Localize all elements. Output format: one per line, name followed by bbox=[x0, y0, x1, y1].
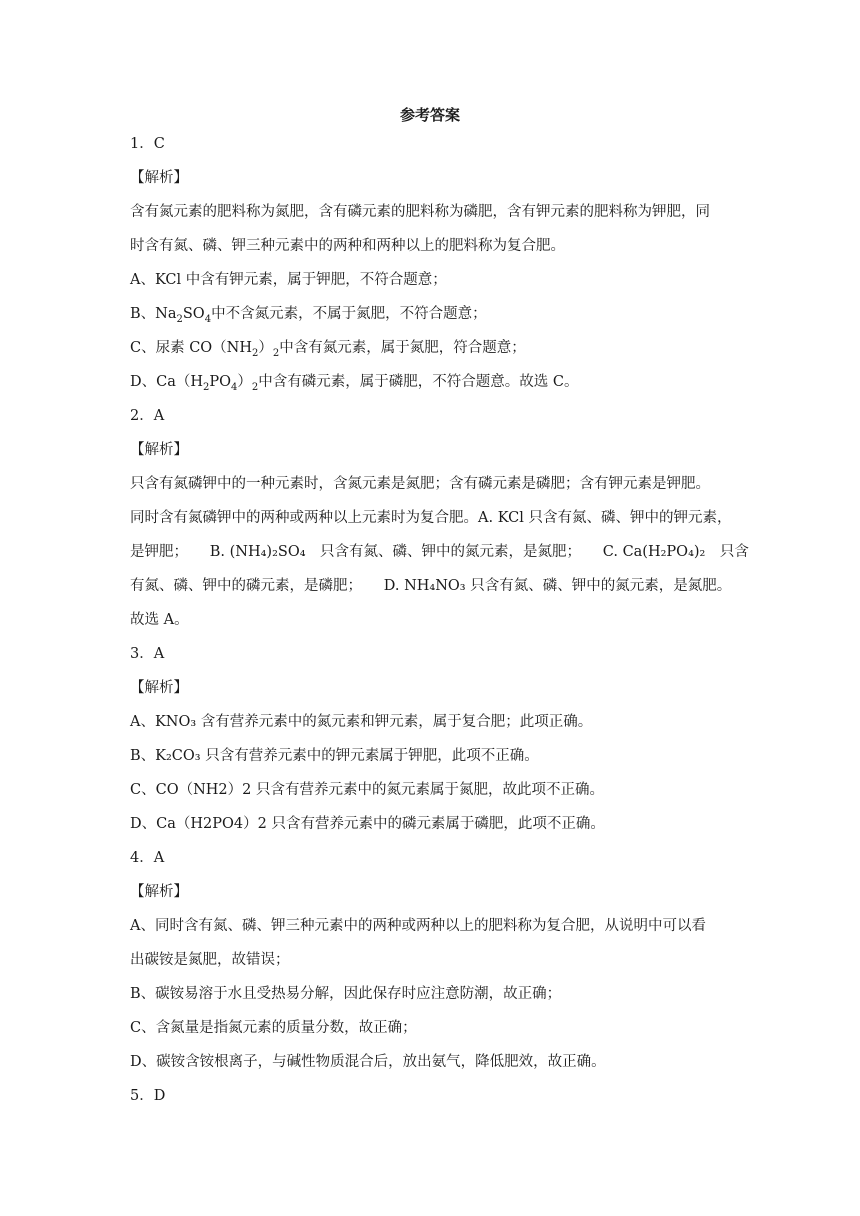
q4-option-a-line-1: A、同时含有氮、磷、钾三种元素中的两种或两种以上的肥料称为复合肥，从说明中可以看 bbox=[130, 918, 706, 934]
q4-option-b: B、碳铵易溶于水且受热易分解，因此保存时应注意防潮，故正确； bbox=[130, 986, 562, 1002]
q3-option-b: B、K₂CO₃ 只含有营养元素中的钾元素属于钾肥，此项不正确。 bbox=[130, 748, 539, 764]
q5-number: 5．D bbox=[130, 1088, 166, 1104]
q1-analysis-tag: 【解析】 bbox=[130, 170, 188, 186]
q1-option-d: D、$Ca(H_2PO_4)_2$中含有磷元素，属于磷肥，不符合题意。故选 C。 bbox=[130, 374, 579, 393]
q3-option-c: C、CO（NH2）2 只含有营养元素中的氮元素属于氮肥，故此项不正确。 bbox=[130, 782, 604, 798]
q2-text-line-5: 故选 A。 bbox=[130, 612, 189, 628]
q3-number: 3．A bbox=[130, 646, 165, 662]
q1-option-b: B、$Na_2SO_4$中不含氮元素，不属于氮肥，不符合题意； bbox=[130, 306, 487, 325]
q4-analysis-tag: 【解析】 bbox=[130, 884, 188, 900]
q1-number: 1．C bbox=[130, 136, 165, 152]
q2-text-line-1: 只含有氮磷钾中的一种元素时，含氮元素是氮肥；含有磷元素是磷肥；含有钾元素是钾肥。 bbox=[130, 476, 710, 492]
q1-text-line-2: 时含有氮、磷、钾三种元素中的两种和两种以上的肥料称为复合肥。 bbox=[130, 238, 565, 254]
q2-analysis-tag: 【解析】 bbox=[130, 442, 188, 458]
q2-number: 2．A bbox=[130, 408, 165, 424]
q2-text-line-4: 有氮、磷、钾中的磷元素，是磷肥； D. NH₄NO₃ 只含有氮、磷、钾中的氮元素，是氮肥。 bbox=[130, 578, 732, 594]
q1-text-line-1: 含有氮元素的肥料称为氮肥，含有磷元素的肥料称为磷肥，含有钾元素的肥料称为钾肥，同 bbox=[130, 204, 710, 220]
q1-option-c: C、尿素 $CO(NH_2)_2$中含有氮元素，属于氮肥，符合题意； bbox=[130, 340, 526, 359]
q1-option-a: A、KCl 中含有钾元素，属于钾肥，不符合题意； bbox=[130, 272, 447, 288]
q4-number: 4．A bbox=[130, 850, 165, 866]
q3-option-d: D、Ca（H2PO4）2 只含有营养元素中的磷元素属于磷肥，此项不正确。 bbox=[130, 816, 605, 832]
q4-option-d: D、碳铵含铵根离子，与碱性物质混合后，放出氨气，降低肥效，故正确。 bbox=[130, 1054, 606, 1070]
q3-analysis-tag: 【解析】 bbox=[130, 680, 188, 696]
q4-option-c: C、含氮量是指氮元素的质量分数，故正确； bbox=[130, 1020, 417, 1036]
q2-text-line-2: 同时含有氮磷钾中的两种或两种以上元素时为复合肥。A. KCl 只含有氮、磷、钾中的钾元素， bbox=[130, 510, 732, 526]
q2-text-line-3: 是钾肥； B. (NH₄)₂SO₄ 只含有氮、磷、钾中的氮元素，是氮肥； C. Ca(H₂PO₄)₂ 只含 bbox=[130, 544, 749, 560]
page-title: 参考答案 bbox=[399, 106, 460, 124]
q3-option-a: A、KNO₃ 含有营养元素中的氮元素和钾元素，属于复合肥；此项正确。 bbox=[130, 714, 593, 730]
q4-option-a-line-2: 出碳铵是氮肥，故错误； bbox=[130, 952, 290, 968]
